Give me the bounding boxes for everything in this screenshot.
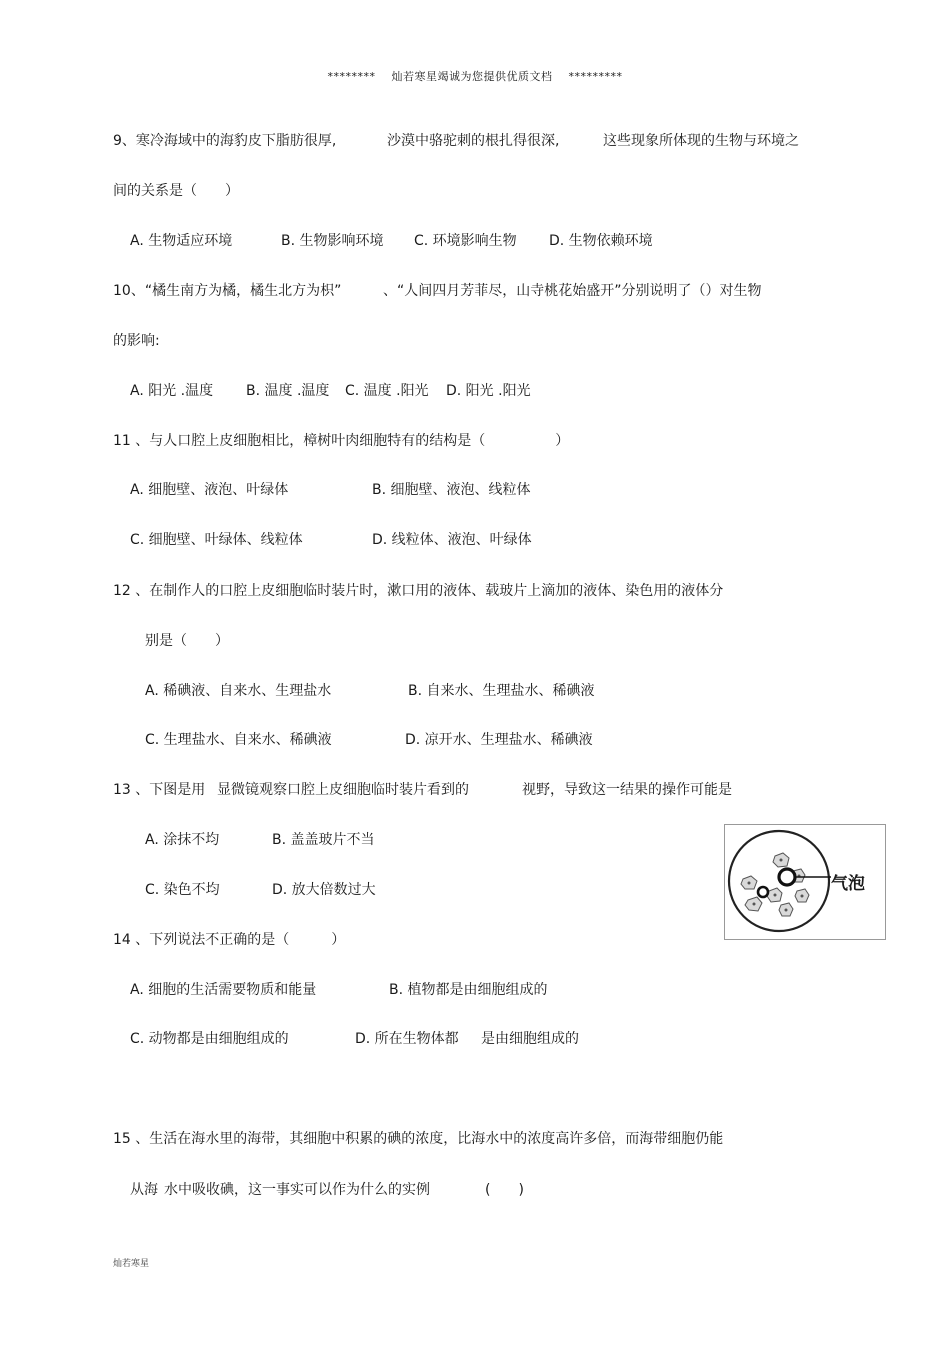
header-text: 灿若寒星竭诚为您提供优质文档 <box>391 70 553 83</box>
header-stars-right: ********* <box>568 70 623 83</box>
question-9-text-line2: 间的关系是（ ） <box>113 183 239 199</box>
question-9-option-b: B. 生物影响环境 <box>281 233 384 249</box>
air-bubble-small <box>758 887 768 897</box>
question-13-text-b: 显微镜观察口腔上皮细胞临时装片看到的 <box>217 782 469 798</box>
question-13-option-d: D. 放大倍数过大 <box>272 882 376 898</box>
question-9-option-c: C. 环境影响生物 <box>414 233 517 249</box>
question-10-text-line2: 的影响: <box>113 333 160 349</box>
question-15-text-line2-a: 从海 <box>130 1182 158 1198</box>
air-bubble-large <box>779 869 795 885</box>
microscope-view-figure <box>724 824 886 940</box>
question-10-option-b: B. 温度 .温度 <box>246 383 330 399</box>
air-bubble-label: 气泡 <box>831 874 865 894</box>
question-13-option-b: B. 盖盖玻片不当 <box>272 832 375 848</box>
question-13-option-c: C. 染色不均 <box>145 882 220 898</box>
question-10-option-a: A. 阳光 .温度 <box>130 383 214 399</box>
question-15-text: 15 、生活在海水里的海带，其细胞中积累的碘的浓度，比海水中的浓度高许多倍，而海带细胞仍能 <box>113 1131 724 1147</box>
question-12-option-c: C. 生理盐水、自来水、稀碘液 <box>145 732 332 748</box>
question-11-option-b: B. 细胞壁、液泡、线粒体 <box>372 482 531 498</box>
question-14-text: 14 、下列说法不正确的是（ ） <box>113 932 346 948</box>
question-9-text-a: 9、寒冷海域中的海豹皮下脂肪很厚, <box>113 133 337 149</box>
question-14-option-d-part2: 是由细胞组成的 <box>481 1031 579 1047</box>
question-10-text-a: 10、“橘生南方为橘，橘生北方为枳” <box>113 283 342 299</box>
question-9-option-a: A. 生物适应环境 <box>130 233 233 249</box>
question-9-text-c: 这些现象所体现的生物与环境之 <box>603 133 799 149</box>
question-13-text-a: 13 、下图是用 <box>113 782 206 798</box>
question-12-option-d: D. 凉开水、生理盐水、稀碘液 <box>405 732 593 748</box>
question-12-text: 12 、在制作人的口腔上皮细胞临时装片时，漱口用的液体、载玻片上滴加的液体、染色用的液体分 <box>113 583 724 599</box>
question-10-option-d: D. 阳光 .阳光 <box>446 383 531 399</box>
question-14-option-a: A. 细胞的生活需要物质和能量 <box>130 982 317 998</box>
question-11-option-a: A. 细胞壁、液泡、叶绿体 <box>130 482 289 498</box>
question-9-option-d: D. 生物依赖环境 <box>549 233 653 249</box>
question-11-option-d: D. 线粒体、液泡、叶绿体 <box>372 532 532 548</box>
question-12-text-line2: 别是（ ） <box>145 633 229 649</box>
question-9-text-b: 沙漠中骆驼刺的根扎得很深, <box>387 133 560 149</box>
question-15-text-line2-b: 水中吸收碘，这一事实可以作为什么的实例 <box>164 1182 430 1198</box>
question-13-text-c: 视野，导致这一结果的操作可能是 <box>522 782 732 798</box>
question-10-option-c: C. 温度 .阳光 <box>345 383 429 399</box>
question-13-option-a: A. 涂抹不均 <box>145 832 220 848</box>
question-15-text-line2-c: ( ) <box>485 1182 524 1198</box>
question-11-option-c: C. 细胞壁、叶绿体、线粒体 <box>130 532 303 548</box>
header-stars-left: ******** <box>327 70 376 83</box>
question-11-text: 11 、与人口腔上皮细胞相比，樟树叶肉细胞特有的结构是（ ） <box>113 433 570 449</box>
question-12-option-b: B. 自来水、生理盐水、稀碘液 <box>408 683 595 699</box>
page-header <box>0 68 950 84</box>
question-10-text-b: 、“人间四月芳菲尽，山寺桃花始盛开”分别说明了（）对生物 <box>383 283 762 299</box>
question-14-option-d-part1: D. 所在生物体都 <box>355 1031 459 1047</box>
question-14-option-b: B. 植物都是由细胞组成的 <box>389 982 548 998</box>
page-footer: 灿若寒星 <box>113 1259 150 1269</box>
question-14-option-c: C. 动物都是由细胞组成的 <box>130 1031 289 1047</box>
question-12-option-a: A. 稀碘液、自来水、生理盐水 <box>145 683 332 699</box>
